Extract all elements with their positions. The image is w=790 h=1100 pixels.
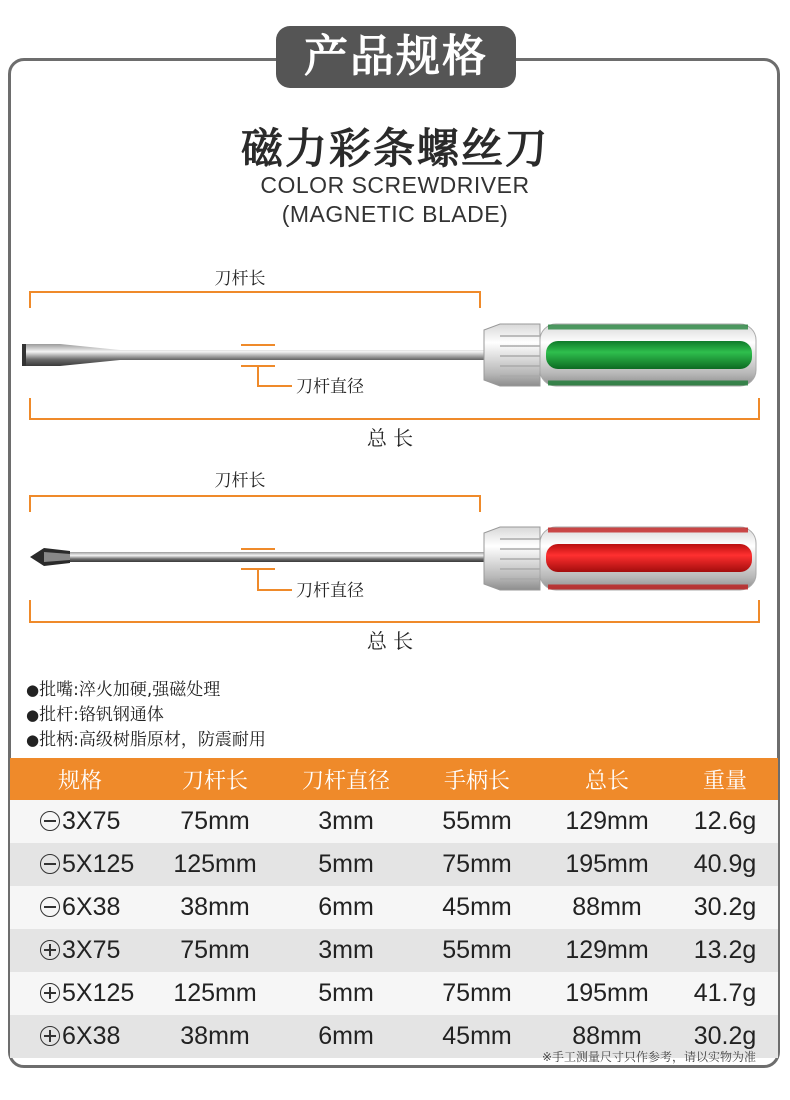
table-row <box>10 972 778 1015</box>
total-cell: 129mm <box>542 929 672 972</box>
handle-cell: 45mm <box>412 1015 542 1058</box>
shaft-cell: 125mm <box>150 843 280 886</box>
slotted-screwdriver <box>22 269 759 450</box>
table-header-row <box>10 758 778 800</box>
product-title: 磁力彩条螺丝刀 <box>240 124 549 173</box>
diameter-cell: 6mm <box>280 1015 412 1058</box>
table-row <box>10 929 778 972</box>
bullet-icon: ● <box>26 681 40 699</box>
bullet-icon: ● <box>26 731 40 749</box>
slotted-blade <box>22 344 500 366</box>
spec-value: 6X38 <box>62 893 121 921</box>
bullet-icon: ● <box>26 706 40 724</box>
feature-text: 批柄:高级树脂原材，防震耐用 <box>39 730 266 750</box>
handle-cell: 55mm <box>412 929 542 972</box>
shaft-diameter-label: 刀杆直径 <box>296 581 364 601</box>
spec-cell <box>10 929 150 972</box>
diameter-cell: 5mm <box>280 972 412 1015</box>
phillips-screwdriver <box>30 471 759 653</box>
total-length-label: 总 长 <box>366 426 414 450</box>
total-cell: 88mm <box>542 886 672 929</box>
phillips-icon <box>40 983 60 1003</box>
handle-cell: 75mm <box>412 843 542 886</box>
diameter-cell: 3mm <box>280 800 412 843</box>
weight-cell: 13.2g <box>672 929 778 972</box>
total-length-bracket <box>30 600 759 622</box>
column-header-handle-length: 手柄长 <box>412 758 542 800</box>
product-subtitle-line1: COLOR SCREWDRIVER <box>260 172 530 198</box>
weight-cell: 30.2g <box>672 1015 778 1058</box>
spec-table <box>10 758 778 1058</box>
spec-value: 3X75 <box>62 936 121 964</box>
total-cell: 195mm <box>542 972 672 1015</box>
total-length-bracket <box>30 398 759 419</box>
handle-cell: 45mm <box>412 886 542 929</box>
column-header-weight: 重量 <box>672 758 778 800</box>
shaft-cell: 125mm <box>150 972 280 1015</box>
slotted-icon <box>40 854 60 874</box>
slotted-handle <box>484 324 756 386</box>
total-cell: 88mm <box>542 1015 672 1058</box>
spec-value: 5X125 <box>62 850 135 878</box>
shaft-length-bracket <box>30 292 480 308</box>
shaft-length-bracket <box>30 496 480 512</box>
shaft-length-label: 刀杆长 <box>214 269 266 289</box>
feature-list <box>26 678 266 753</box>
total-cell: 195mm <box>542 843 672 886</box>
column-header-shaft-length: 刀杆长 <box>150 758 280 800</box>
spec-cell <box>10 972 150 1015</box>
phillips-blade <box>30 548 500 566</box>
weight-cell: 30.2g <box>672 886 778 929</box>
diameter-cell: 5mm <box>280 843 412 886</box>
feature-item <box>26 728 266 753</box>
measurement-note: ※手工测量尺寸只作参考，请以实物为准 <box>541 1050 756 1064</box>
shaft-length-label: 刀杆长 <box>214 471 266 491</box>
column-header-spec: 规格 <box>10 758 150 800</box>
handle-cell: 75mm <box>412 972 542 1015</box>
table-row <box>10 886 778 929</box>
spec-value: 3X75 <box>62 807 121 835</box>
phillips-icon <box>40 1026 60 1046</box>
dimension-diagram <box>0 250 790 670</box>
table-row <box>10 843 778 886</box>
spec-value: 6X38 <box>62 1022 121 1050</box>
weight-cell: 41.7g <box>672 972 778 1015</box>
slotted-icon <box>40 897 60 917</box>
column-header-total-length: 总长 <box>542 758 672 800</box>
weight-cell: 12.6g <box>672 800 778 843</box>
feature-item <box>26 703 266 728</box>
phillips-icon <box>40 940 60 960</box>
feature-text: 批嘴:淬火加硬,强磁处理 <box>39 680 221 700</box>
table-row <box>10 800 778 843</box>
shaft-cell: 38mm <box>150 886 280 929</box>
product-subtitle-line2: (MAGNETIC BLADE) <box>281 201 509 227</box>
section-tag: 产品规格 <box>276 26 516 88</box>
handle-cell: 55mm <box>412 800 542 843</box>
total-length-label: 总 长 <box>366 629 414 653</box>
slotted-icon <box>40 811 60 831</box>
phillips-handle <box>484 527 756 590</box>
shaft-cell: 75mm <box>150 929 280 972</box>
column-header-shaft-diameter: 刀杆直径 <box>280 758 412 800</box>
diameter-cell: 6mm <box>280 886 412 929</box>
spec-value: 5X125 <box>62 979 135 1007</box>
shaft-cell: 38mm <box>150 1015 280 1058</box>
spec-cell <box>10 800 150 843</box>
shaft-cell: 75mm <box>150 800 280 843</box>
spec-cell <box>10 886 150 929</box>
feature-text: 批杆:铬钒钢通体 <box>39 705 164 725</box>
shaft-diameter-label: 刀杆直径 <box>296 377 364 397</box>
spec-cell <box>10 1015 150 1058</box>
spec-cell <box>10 843 150 886</box>
total-cell: 129mm <box>542 800 672 843</box>
diameter-cell: 3mm <box>280 929 412 972</box>
weight-cell: 40.9g <box>672 843 778 886</box>
feature-item <box>26 678 266 703</box>
